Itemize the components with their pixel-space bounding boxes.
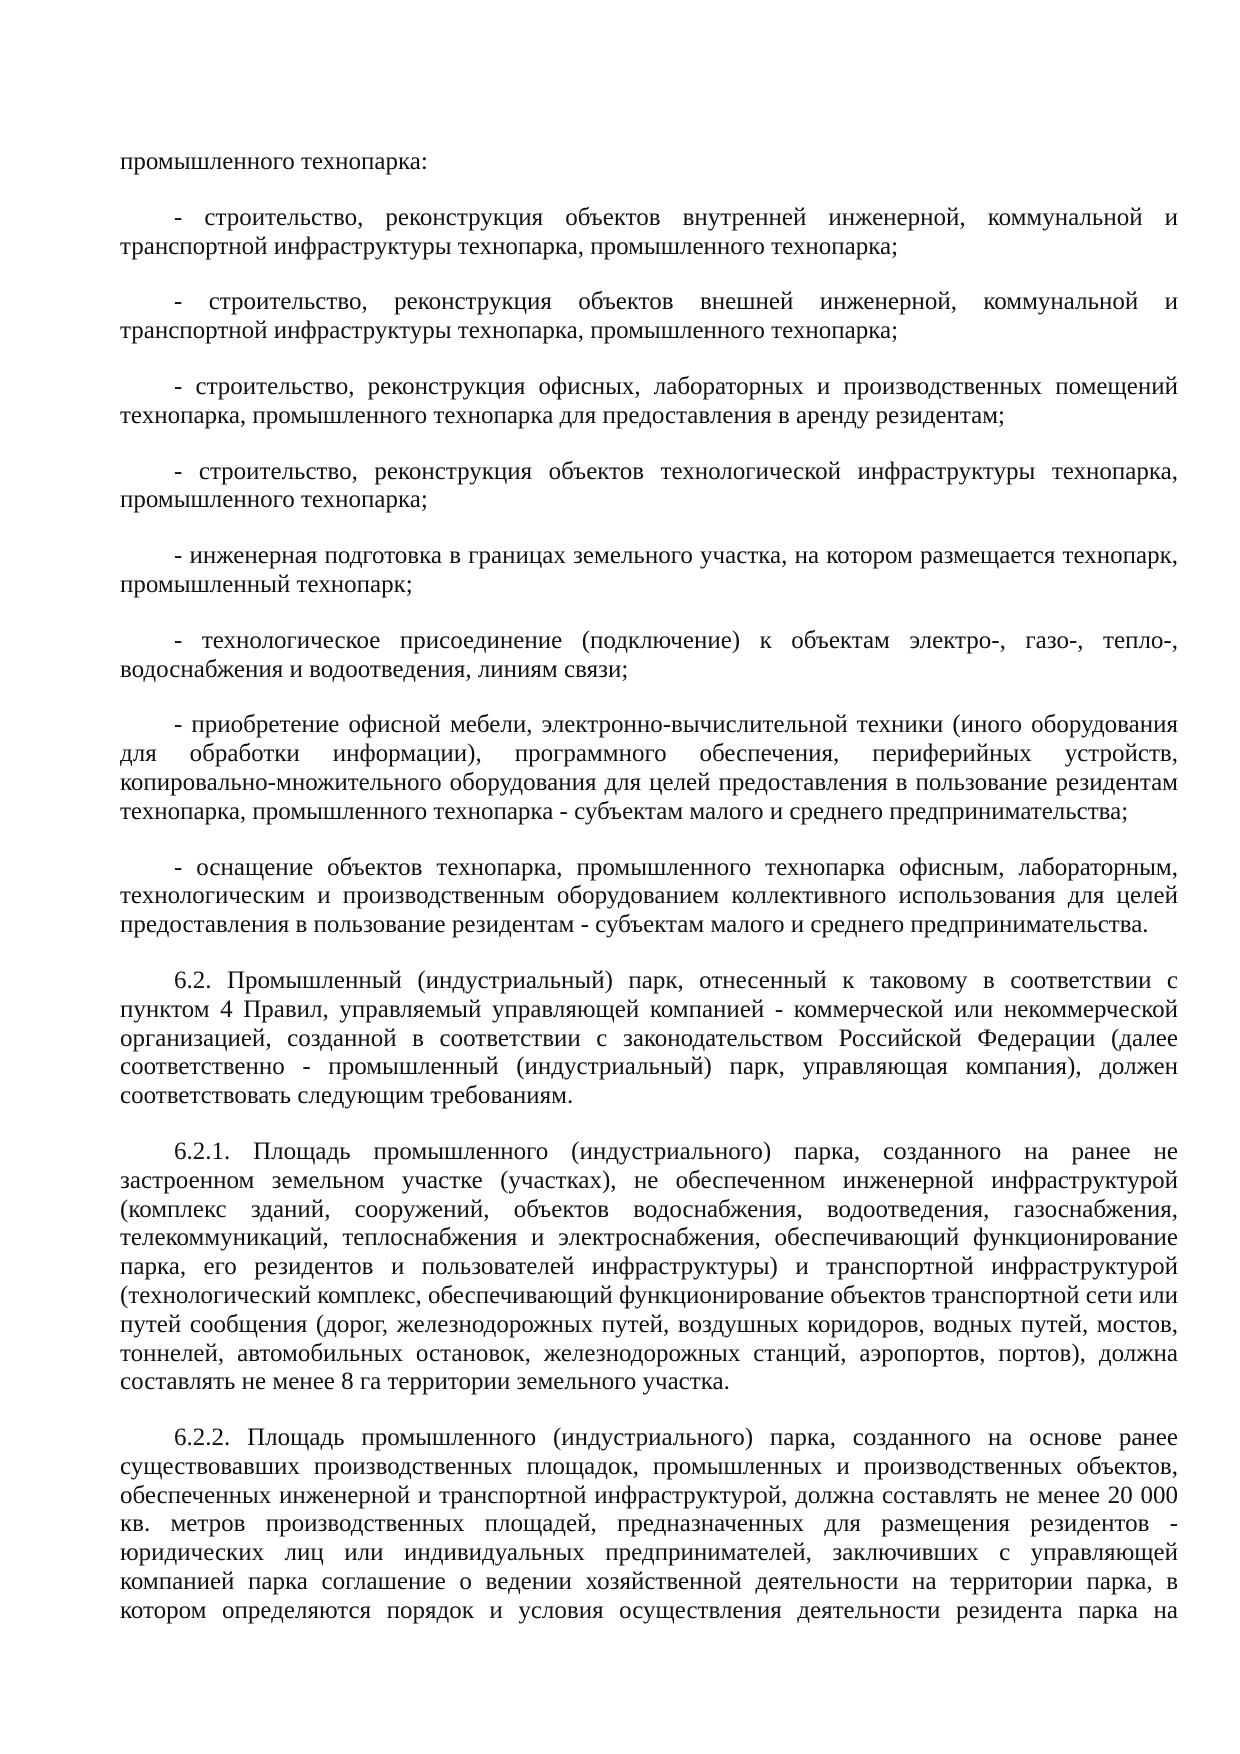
- section-6-2-2: 6.2.2. Площадь промышленного (индустриального) парка, созданного на основе ранее существовавших производственных площадок, промышленных и производственных объектов, обеспеченных инженерной и транспортной инфраструктурой, должна составлять не менее 20 000 кв. метров производственных площадей, предназначенных для размещения резидентов - юридических лиц или индивидуальных предпринимателей, заключивших с управляющей компанией парка соглашение о ведении хозяйственной деятельности на территории парка, в котором определяются порядок и условия осуществления деятельности резидента парка на: [120, 1424, 1178, 1624]
- list-item-external-infrastructure: - строительство, реконструкция объектов внешней инженерной, коммунальной и транспортной инфраструктуры технопарка, промышленного технопарка;: [120, 288, 1178, 345]
- document-page: [120, 148, 1178, 1653]
- list-item-engineering-preparation: - инженерная подготовка в границах земельного участка, на котором размещается технопарк, промышленный технопарк;: [120, 542, 1178, 598]
- section-6-2-1: 6.2.1. Площадь промышленного (индустриального) парка, созданного на ранее не застроенном земельном участке (участках), не обеспеченном инженерной инфраструктурой (комплекс зданий, сооружений, объектов водоснабжения, водоотведения, газоснабжения, телекоммуникаций, теплоснабжения и электроснабжения, обеспечивающий функционирование парка, его резидентов и пользователей инфраструктуры) и транспортной инфраструктурой (технологический комплекс, обеспечивающий функционирование объектов транспортной сети или путей сообщения (дорог, железнодорожных путей, воздушных коридоров, водных путей, мостов, тоннелей, автомобильных остановок, железнодорожных станций, аэропортов, портов), должна составлять не менее 8 га территории земельного участка.: [120, 1137, 1178, 1396]
- list-item-premises: - строительство, реконструкция офисных, лабораторных и производственных помещений технопарка, промышленного технопарка для предоставления в аренду резидентам;: [120, 372, 1178, 429]
- list-item-tech-infrastructure: - строительство, реконструкция объектов технологической инфраструктуры технопарка, промышленного технопарка;: [120, 457, 1178, 514]
- paragraph-continuation: промышленного технопарка:: [120, 148, 428, 175]
- list-item-equipment-purchase: - приобретение офисной мебели, электронно-вычислительной техники (иного оборудования для обработки информации), программного обеспечения, периферийных устройств, копировально-множительного оборудования для целей предоставления в пользование резидентам технопарка, промышленного технопарка - субъектам малого и среднего предпринимательства;: [120, 711, 1178, 825]
- list-item-connection: - технологическое присоединение (подключение) к объектам электро-, газо-, тепло-, водоснабжения и водоотведения, линиям связи;: [120, 626, 1178, 683]
- list-item-equipment-outfitting: - оснащение объектов технопарка, промышленного технопарка офисным, лабораторным, технологическим и производственным оборудованием коллективного использования для целей предоставления в пользование резидентам - субъектам малого и среднего предпринимательства.: [120, 853, 1178, 939]
- section-6-2: 6.2. Промышленный (индустриальный) парк, отнесенный к таковому в соответствии с пунктом 4 Правил, управляемый управляющей компанией - коммерческой или некоммерческой организацией, созданной в соответствии с законодательством Российской Федерации (далее соответственно - промышленный (индустриальный) парк, управляющая компания), должен соответствовать следующим требованиям.: [120, 966, 1178, 1110]
- list-item-internal-infrastructure: - строительство, реконструкция объектов внутренней инженерной, коммунальной и транспортной инфраструктуры технопарка, промышленного технопарка;: [120, 203, 1178, 260]
